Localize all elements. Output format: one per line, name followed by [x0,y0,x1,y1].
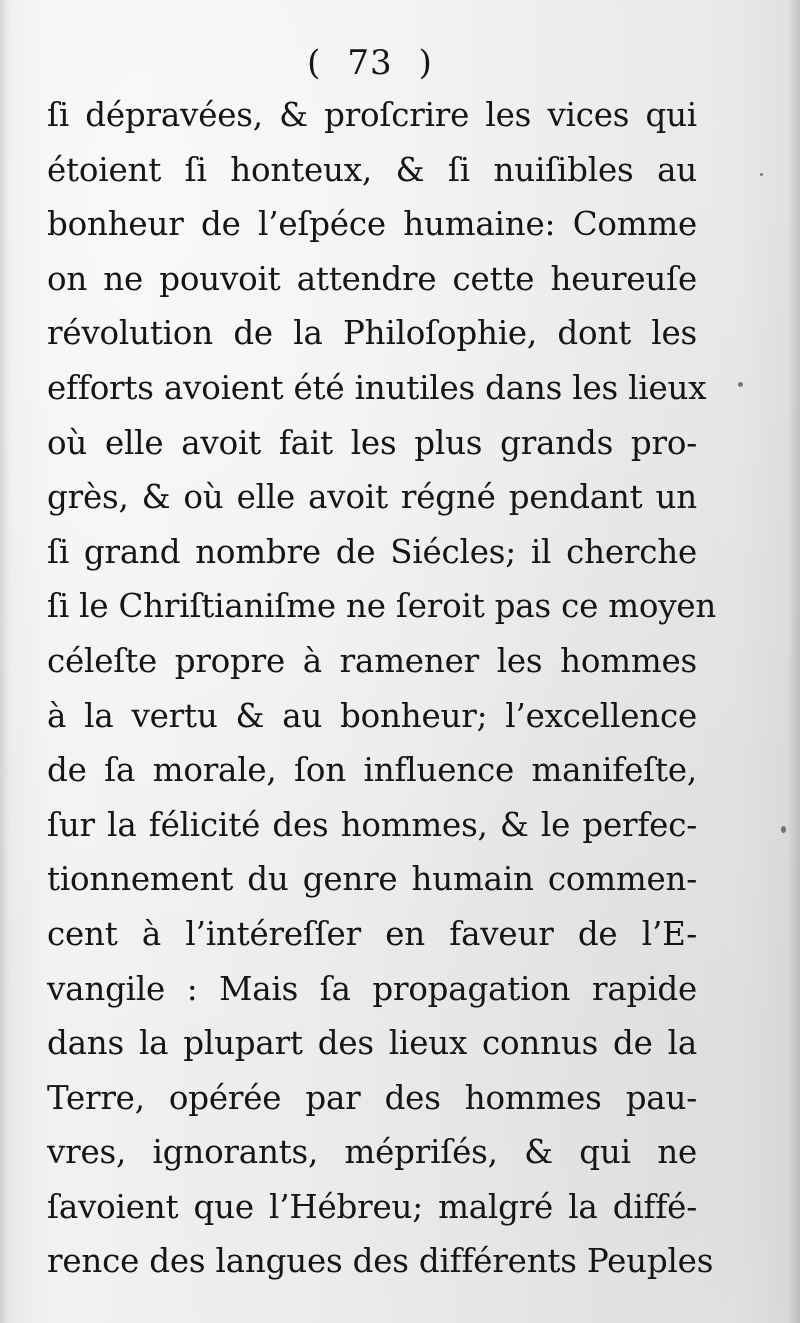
text-line-3: bonheur de l’eſpéce humaine: Comme [47,205,697,244]
text-line-9: ſi grand nombre de Siécles; il cherche [47,532,697,571]
text-line-14: ſur la félicité des hommes, & le perfec- [47,805,697,844]
ink-speck [760,173,763,176]
text-line-12: à la vertu & au bonheur; l’excellence [47,696,697,735]
text-line-22: rence des langues des différents Peuples [47,1242,714,1281]
header-close-paren: ) [418,43,433,83]
text-line-21: ſavoient que l’Hébreu; malgré la diffé- [47,1187,697,1226]
text-line-13: de ſa morale, ſon influence manifeſte, [47,751,697,790]
page-number: 73 [347,43,393,83]
page-right-edge-shadow [788,0,800,1323]
text-line-2: étoient ſi honteux, & ſi nuiſibles au [47,150,697,189]
text-line-4: on ne pouvoit attendre cette heureuſe [47,259,697,298]
page-header [0,38,740,88]
text-line-20: vres, ignorants, mépriſés, & qui ne [47,1133,697,1172]
text-line-7: où elle avoit fait les plus grands pro- [47,423,697,462]
text-line-6: efforts avoient été inutiles dans les lieux [47,368,707,407]
text-line-5: révolution de la Philoſophie, dont les [47,314,697,353]
header-open-paren: ( [307,43,322,83]
page-left-edge-shadow [0,0,10,1323]
text-line-10: ſi le Chriſtianiſme ne ſeroit pas ce moyen [47,587,717,626]
text-line-17: vangile : Mais ſa propagation rapide [47,969,697,1008]
text-line-8: grès, & où elle avoit régné pendant un [47,478,697,517]
ink-speck [738,382,743,387]
text-line-19: Terre, opérée par des hommes pau- [47,1078,697,1117]
text-line-11: céleſte propre à ramener les hommes [47,641,697,680]
page-body-text [47,88,717,1289]
text-line-16: cent à l’intéreſſer en faveur de l’E- [47,914,697,953]
text-line-1: ſi dépravées, & proſcrire les vices qui [47,96,697,134]
ink-speck [781,826,786,833]
text-line-18: dans la plupart des lieux connus de la [47,1024,697,1063]
text-line-15: tionnement du genre humain commen- [47,860,697,899]
